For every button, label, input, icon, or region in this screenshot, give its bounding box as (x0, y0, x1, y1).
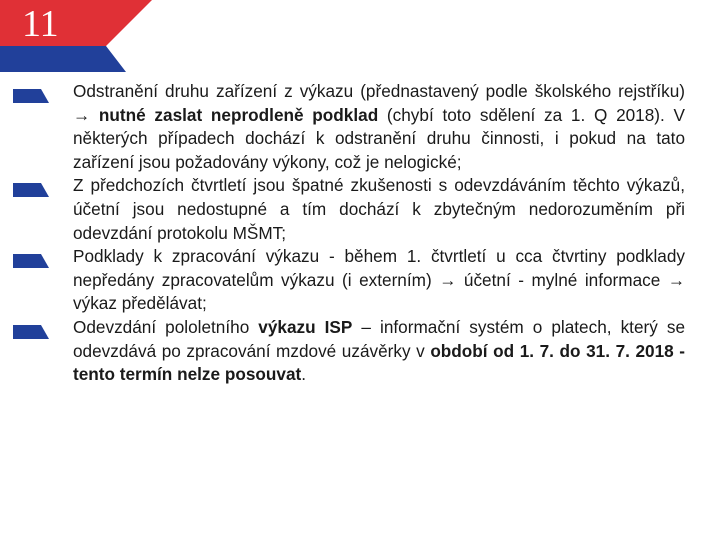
arrow-icon: → (667, 269, 686, 290)
bullet-item-3 (0, 245, 720, 316)
bullet-marker (13, 254, 49, 268)
bullet-text: Odstranění druhu zařízení z výkazu (přednastavený podle školského rejstříku) → nutné zaslat neprodleně podklad (chybí toto sdělení za 1. Q 2018). V některých případech dochází k odstranění druhu činnosti, i pokud na tato zařízení jsou požadovány výkony, což je nelogické; (73, 81, 685, 172)
slide-number: 11 (22, 3, 59, 45)
bullet-marker (13, 183, 49, 197)
bullet-item-4 (0, 316, 720, 387)
bullet-list (0, 80, 720, 387)
bullet-marker (13, 89, 49, 103)
bullet-text: Odevzdání pololetního výkazu ISP – informační systém o platech, který se odevzdává po zpracování mzdové uzávěrky v období od 1. 7. do 31. 7. 2018 - tento termín nelze posouvat. (73, 316, 686, 385)
arrow-icon: → (439, 269, 457, 290)
bullet-text: Podklady k zpracování výkazu - během 1. čtvrtletí u cca čtvrtiny podklady nepředány zpracovatelům výkazu (i externím) → účetní - mylné informace → výkaz předělávat; (73, 246, 686, 314)
bullet-marker (13, 325, 49, 339)
bullet-item-2 (0, 174, 720, 245)
arrow-icon: → (73, 104, 91, 125)
bullet-text: Z předchozích čtvrtletí jsou špatné zkušenosti s odevzdáváním těchto výkazů, účetní jsou nedostupné a tím dochází k zbytečným nedorozuměním při odevzdání protokolu MŠMT; (73, 175, 685, 243)
bullet-item-1 (0, 80, 720, 174)
